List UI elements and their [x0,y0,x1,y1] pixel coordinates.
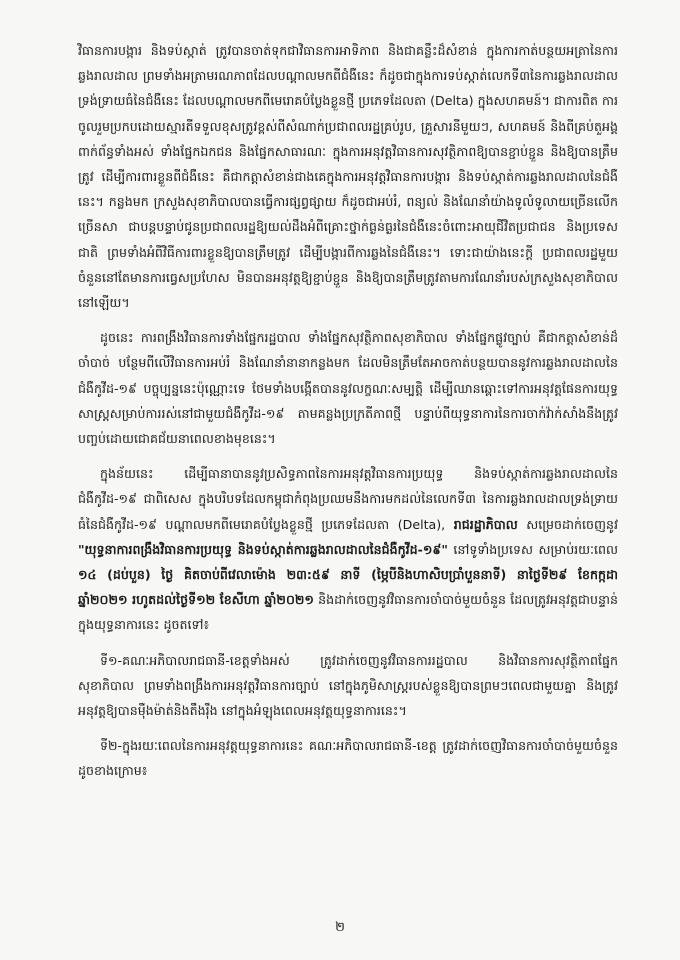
paragraph-text: វិធានការបង្ការ និងទប់ស្កាត់ ត្រូវបានចាត់ទុកជាវិធានការអាទិភាព និងជាគន្លឹះដ៏សំខាន់ ក្នុងការកាត់បន្ថយអត្រានៃការឆ្លងរាលដាល ព្រមទាំងអត្រាមរណភាពដែលបណ្តាលមកពីជំងឺនេះ ក៏ដូចជាក្នុងការទប់ស្កាត់លេកទី៣នៃការឆ្លងរាលដាលទ្រង់ទ្រាយធំនៃជំងឺនេះ ដែលបណ្តាលមកពីមេរោគបំប្លែងខ្លួនថ្មី ប្រភេទដែលតា (Delta) ក្នុងសហគមន៍។ ជាការពិត ការចូលរួមប្រកបដោយស្មារតីទទួលខុសត្រូវខ្ពស់ពីសំណាក់ប្រជាពលរដ្ឋគ្រប់រូប, គ្រួសារនីមួយៗ, សហគមន៍ និងពីគ្រប់តួអង្គពាក់ព័ន្ធទាំងអស់ ទាំងផ្នែកឯកជន និងផ្នែកសាធារណៈ ក្នុងការអនុវត្តវិធានការសុវត្ថិភាពឱ្យបានខ្ជាប់ខ្ជួន និងឱ្យបានត្រឹមត្រូវ ដើម្បីការពារខ្លួនពីជំងឺនេះ គឺជាកត្តាសំខាន់ជាងគេក្នុងការអនុវត្តវិធានការបង្ការ និងទប់ស្កាត់ការឆ្លងរាលដាលនៃជំងឺនេះ។ កន្លងមក ក្រសួងសុខាភិបាលបានធ្វើការផ្សព្វផ្សាយ ក៏ដូចជាអប់រំ, ពន្យល់ និងណែនាំយ៉ាងទូលំទូលាយច្រើនលើកច្រើនសា ជាបន្តបន្ទាប់ជូនប្រជាពលរដ្ឋឱ្យយល់ដឹងអំពីគ្រោះថ្នាក់ធ្ងន់ធ្ងរនៃជំងឺនេះចំពោះអាយុជីវិតប្រជាជន និងប្រទេសជាតិ ព្រមទាំងអំពីវិធីការពារខ្លួនឱ្យបានត្រឹមត្រូវ ដើម្បីបង្ការពីការឆ្លងនៃជំងឺនេះ។ ទោះជាយ៉ាងនេះក្តី ប្រជាពលរដ្ឋមួយចំនួននៅតែមានការធ្វេសប្រហែស មិនបានអនុវត្តឱ្យខ្ជាប់ខ្ជួន និងឱ្យបានត្រឹមត្រូវតាមការណែនាំរបស់ក្រសួងសុខាភិបាលនៅឡើយ។ [78,43,618,311]
paragraph-text: សម្រេចដាក់ចេញនូវ [517,516,618,532]
paragraph-measure-1 [78,648,618,724]
paragraph-text: ទី២-ក្នុងរយៈពេលនៃការអនុវត្តយុទ្ធនាការនេះ គណៈអភិបាលរាជធានី-ខេត្ត ត្រូវដាក់ចេញវិធានការចាំបាច់មួយចំនួន ដូចខាងក្រោម៖ [78,738,618,779]
paragraph-text: នៅទូទាំងប្រទេស សម្រាប់រយៈពេល [447,541,618,557]
paragraph-intro [78,38,618,315]
paragraph-text: និងដាក់ចេញនូវវិធានការចាំបាច់មួយចំនួន ដែលត្រូវអនុវត្តជាបន្ទាន់ក្នុងយុទ្ធនាការនេះ ដូចតទៅ៖ [78,592,618,633]
paragraph-measure-2 [78,733,618,783]
campaign-period: ១៤ (ដប់បួន) ថ្ងៃ គិតចាប់ពីវេលាម៉ោង ២៣:៥៩ នាទី (ម្ភៃបីនិងហាសិបប្រាំបួននាទី) នាថ្ងៃទី២៩ ខែកក្កដា ឆ្នាំ២០២១ រហូតដល់ថ្ងៃទី១២ ខែសីហា ឆ្នាំ២០២១ [78,567,618,608]
government-term: រាជរដ្ឋាភិបាល [453,516,518,532]
paragraph-strengthening [78,325,618,451]
paragraph-text: ដូចនេះ ការពង្រឹងវិធានការទាំងផ្នែករដ្ឋបាល ទាំងផ្នែកសុវត្ថិភាពសុខាភិបាល ទាំងផ្នែកផ្លូវច្បាប់ គឺជាកត្តាសំខាន់ដ៏ចាំបាច់ បន្ថែមពីលើវិធានការអប់រំ និងណែនាំនានាកន្លងមក ដែលមិនត្រឹមតែអាចកាត់បន្ថយបាននូវការឆ្លងរាលដាលនៃជំងឺកូវីដ-១៩ បច្ចុប្បន្ននេះប៉ុណ្ណោះទេ ថែមទាំងបង្កើតបាននូវលក្ខណៈសម្បត្តិ ដើម្បីឈានឆ្ពោះទៅការអនុវត្តផែនការយុទ្ធសាស្ត្រសម្រាប់ការរស់នៅជាមួយជំងឺកូវីដ-១៩ តាមគន្លងប្រក្រតីភាពថ្មី បន្ទាប់ពីយុទ្ធនាការនៃការចាក់វ៉ាក់សាំងនឹងត្រូវបញ្ចប់ដោយជោគជ័យនាពេលខាងមុខនេះ។ [78,330,618,447]
campaign-title: "យុទ្ធនាការពង្រឹងវិធានការប្រយុទ្ធ និងទប់ស្កាត់ការឆ្លងរាលដាលនៃជំងឺកូវីដ-១៩" [78,541,448,557]
paragraph-text: ក្នុងន័យនេះ ដើម្បីធានាបាននូវប្រសិទ្ធភាពនៃការអនុវត្តវិធានការប្រយុទ្ធ និងទប់ស្កាត់ការឆ្លងរាលដាលនៃជំងឺកូវីដ-១៩ ជាពិសេស ក្នុងបរិបទដែលកម្ពុជាកំពុងប្រឈមនឹងការមកដល់នៃលេកទី៣ នៃការឆ្លងរាលដាលទ្រង់ទ្រាយធំនៃជំងឺកូវីដ-១៩ បណ្តាលមកពីមេរោគបំប្លែងខ្លួនថ្មី ប្រភេទដែលតា (Delta), [78,466,618,532]
page-number: ២ [335,920,345,935]
paragraph-text: ទី១-គណៈអភិបាលរាជធានី-ខេត្តទាំងអស់ ត្រូវដាក់ចេញនូវវិធានការរដ្ឋបាល និងវិធានការសុវត្ថិភាពផ្នែកសុខាភិបាល ព្រមទាំងពង្រឹងការអនុវត្តវិធានការច្បាប់ នៅក្នុងភូមិសាស្ត្ររបស់ខ្លួនឱ្យបានព្រមៗពេលជាមួយគ្នា និងត្រូវអនុវត្តឱ្យបានម៉ឺងម៉ាត់និងតឹងរ៉ឹង នៅក្នុងអំឡុងពេលអនុវត្តយុទ្ធនាការនេះ។ [78,652,618,719]
paragraph-campaign [78,461,618,637]
